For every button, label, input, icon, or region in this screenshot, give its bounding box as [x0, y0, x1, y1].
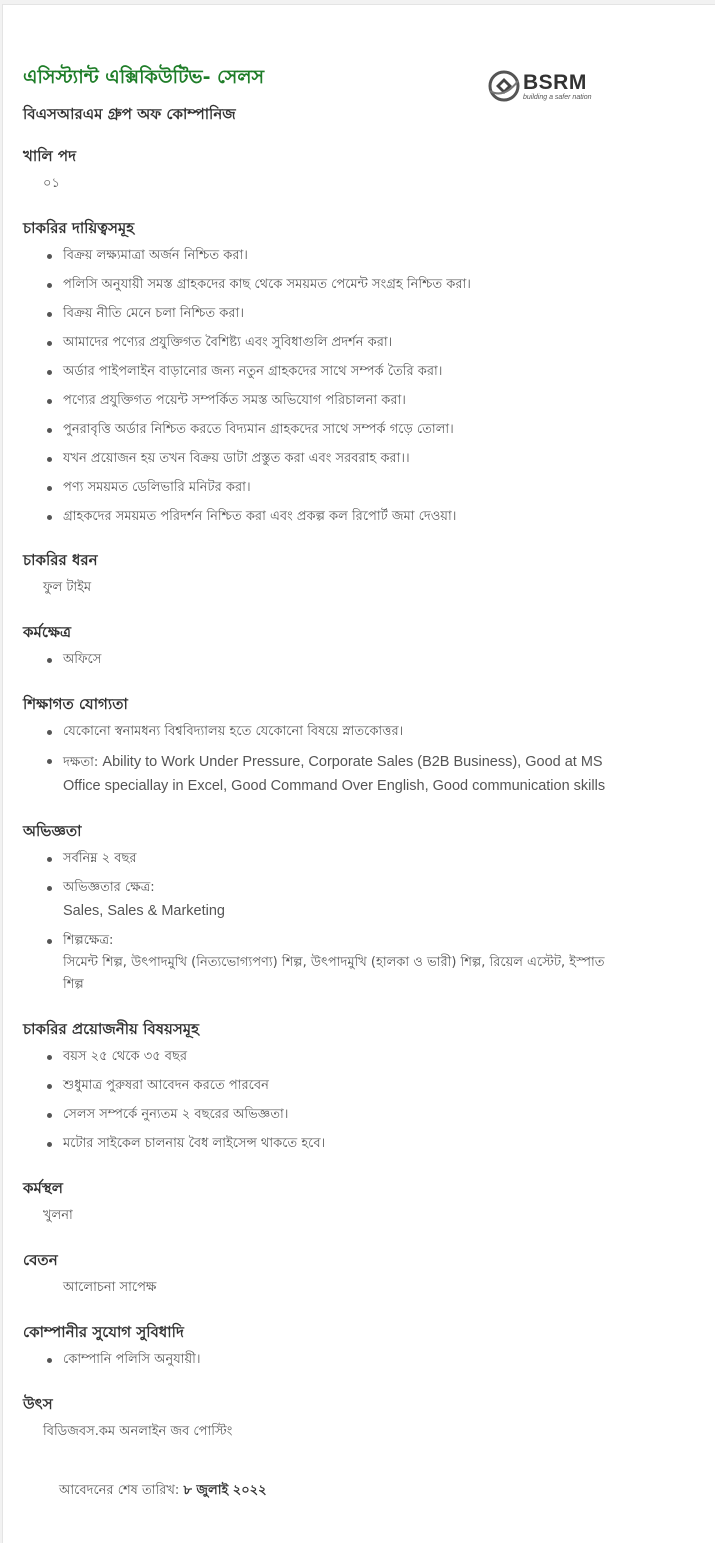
experience-heading: অভিজ্ঞতা — [23, 822, 82, 840]
job-posting-card — [2, 4, 715, 1543]
list-item: যখন প্রয়োজন হয় তখন বিক্রয় ডাটা প্রস্তুত করা এবং সরবরাহ করা।। — [63, 448, 623, 470]
experience-list — [23, 848, 623, 996]
job-details — [23, 145, 623, 1465]
workplace-heading: কর্মক্ষেত্র — [23, 623, 72, 641]
vacancy-heading: খালি পদ — [23, 147, 76, 165]
list-item: অর্ডার পাইপলাইন বাড়ানোর জন্য নতুন গ্রাহকদের সাথে সম্পর্ক তৈরি করা। — [63, 361, 623, 383]
section-salary — [23, 1249, 623, 1299]
section-experience — [23, 820, 623, 996]
list-item — [63, 877, 623, 923]
section-vacancy — [23, 145, 623, 195]
vacancy-value: ০১ — [43, 176, 60, 191]
location-heading: কর্মস্থল — [23, 1179, 63, 1197]
company-name: বিএসআরএম গ্রুপ অফ কোম্পানিজ — [23, 105, 236, 123]
list-item: আমাদের পণ্যের প্রযুক্তিগত বৈশিষ্ট্য এবং সুবিধাগুলি প্রদর্শন করা। — [63, 332, 623, 354]
list-item: পুনরাবৃত্তি অর্ডার নিশ্চিত করতে বিদ্যমান গ্রাহকদের সাথে সম্পর্ক গড়ে তোলা। — [63, 419, 623, 441]
list-item: পলিসি অনুযায়ী সমস্ত গ্রাহকদের কাছ থেকে সময়মত পেমেন্ট সংগ্রহ নিশ্চিত করা। — [63, 274, 623, 296]
requirements-heading: চাকরির প্রয়োজনীয় বিষয়সমূহ — [23, 1020, 199, 1038]
section-education — [23, 693, 623, 798]
list-item: বিক্রয় নীতি মেনে চলা নিশ্চিত করা। — [63, 303, 623, 325]
list-item: শুধুমাত্র পুরুষরা আবেদন করতে পারবেন — [63, 1075, 623, 1097]
list-item: যেকোনো স্বনামধন্য বিশ্ববিদ্যালয় হতে যেকোনো বিষয়ে স্নাতকোত্তর। — [63, 721, 623, 743]
industries-value: সিমেন্ট শিল্প, উৎপাদমুখি (নিত্যভোগ্যপণ্য) শিল্প, উৎপাদমুখি (হালকা ও ভারী) শিল্প, রিয়েল এস্টেট, ইস্পাত শিল্প — [63, 955, 605, 992]
list-item: অফিসে — [63, 649, 623, 671]
section-location — [23, 1177, 623, 1227]
logo-brand-text: BSRM — [523, 70, 587, 94]
responsibilities-heading: চাকরির দায়িত্বসমূহ — [23, 219, 135, 237]
employment-type-value: ফুল টাইম — [43, 580, 92, 595]
section-source — [23, 1393, 623, 1443]
experience-areas-value: Sales, Sales & Marketing — [63, 903, 225, 919]
source-value: বিডিজবস.কম অনলাইন জব পোস্টিং — [43, 1424, 233, 1439]
requirements-list — [23, 1046, 623, 1155]
experience-areas-label: অভিজ্ঞতার ক্ষেত্র: — [63, 880, 155, 895]
salary-value: আলোচনা সাপেক্ষ — [63, 1280, 157, 1295]
list-item — [63, 930, 623, 996]
benefits-list — [23, 1349, 623, 1371]
education-list — [23, 721, 623, 798]
responsibilities-list — [23, 245, 623, 528]
section-requirements — [23, 1018, 623, 1155]
company-logo — [487, 67, 613, 105]
list-item: পণ্যের প্রযুক্তিগত পয়েন্ট সম্পর্কিত সমস্ত অভিযোগ পরিচালনা করা। — [63, 390, 623, 412]
education-heading: শিক্ষাগত যোগ্যতা — [23, 695, 128, 713]
list-item: পণ্য সময়মত ডেলিভারি মনিটর করা। — [63, 477, 623, 499]
deadline-label: আবেদনের শেষ তারিখ: — [59, 1483, 184, 1498]
section-benefits — [23, 1321, 623, 1371]
bsrm-logo-icon — [487, 69, 521, 103]
benefits-heading: কোম্পানীর সুযোগ সুবিধাদি — [23, 1323, 184, 1341]
logo-tagline: building a safer nation — [523, 93, 592, 101]
workplace-list — [23, 649, 623, 671]
list-item: বিক্রয় লক্ষ্যমাত্রা অর্জন নিশ্চিত করা। — [63, 245, 623, 267]
list-item: বয়স ২৫ থেকে ৩৫ বছর — [63, 1046, 623, 1068]
section-responsibilities — [23, 217, 623, 528]
list-item — [63, 750, 623, 798]
list-item: সেলস সম্পর্কে নুন্যতম ২ বছরের অভিজ্ঞতা। — [63, 1104, 623, 1126]
job-title: এসিস্ট্যান্ট এক্সিকিউটিভ- সেলস — [23, 66, 265, 88]
list-item: মটোর সাইকেল চালনায় বৈধ লাইসেন্স থাকতে হবে। — [63, 1133, 623, 1155]
list-item: গ্রাহকদের সময়মত পরিদর্শন নিশ্চিত করা এবং প্রকল্প কল রিপোর্ট জমা দেওয়া। — [63, 506, 623, 528]
source-heading: উৎস — [23, 1395, 53, 1413]
application-deadline — [59, 1481, 267, 1502]
list-item: কোম্পানি পলিসি অনুযায়ী। — [63, 1349, 623, 1371]
section-workplace — [23, 621, 623, 671]
list-item: সর্বনিম্ন ২ বছর — [63, 848, 623, 870]
industries-label: শিল্পক্ষেত্র: — [63, 933, 114, 948]
section-employment-type — [23, 549, 623, 599]
deadline-date: ৮ জুলাই ২০২২ — [183, 1483, 267, 1498]
salary-heading: বেতন — [23, 1251, 58, 1269]
employment-type-heading: চাকরির ধরন — [23, 551, 98, 569]
location-value: খুলনা — [43, 1208, 73, 1223]
skills-label: দক্ষতা: — [63, 755, 103, 770]
skills-value: Ability to Work Under Pressure, Corporate Sales (B2B Business), Good at MS Office speciallay in Excel, Good Command Over English, Good communication skills — [63, 754, 606, 794]
